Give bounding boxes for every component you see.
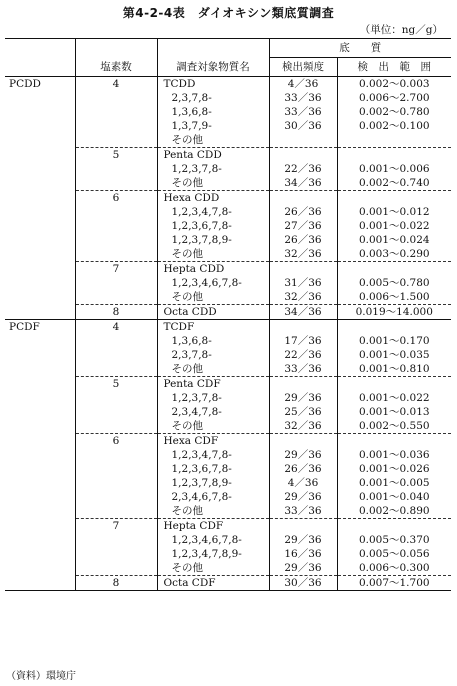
substance-cell: 1,2,3,7,8-: [157, 162, 269, 176]
detection-frequency-cell: [269, 434, 337, 449]
detection-range-cell: [337, 133, 451, 148]
detection-frequency-cell: 33／36: [269, 91, 337, 105]
detection-frequency-cell: 33／36: [269, 105, 337, 119]
substance-cell: 1,2,3,7,8-: [157, 391, 269, 405]
detection-range-cell: 0.006～0.300: [337, 561, 451, 576]
detection-frequency-cell: [269, 377, 337, 392]
detection-frequency-cell: 33／36: [269, 362, 337, 377]
detection-range-cell: 0.005～0.056: [337, 547, 451, 561]
unit-label: （単位：ng／g）: [359, 24, 443, 36]
detection-range-cell: 0.005～0.780: [337, 276, 451, 290]
detection-frequency-cell: 29／36: [269, 533, 337, 547]
substance-cell: その他: [157, 419, 269, 434]
detection-range-cell: 0.002～0.550: [337, 419, 451, 434]
table-body: [5, 77, 451, 591]
detection-range-cell: 0.001～0.035: [337, 348, 451, 362]
detection-frequency-cell: 29／36: [269, 448, 337, 462]
substance-cell: Hexa CDF: [157, 434, 269, 449]
detection-frequency-cell: 34／36: [269, 305, 337, 320]
detection-frequency-cell: 30／36: [269, 576, 337, 591]
detection-frequency-cell: 26／36: [269, 462, 337, 476]
detection-frequency-cell: 4／36: [269, 77, 337, 92]
detection-frequency-cell: 29／36: [269, 490, 337, 504]
detection-range-cell: 0.001～0.036: [337, 448, 451, 462]
substance-cell: 1,2,3,6,7,8-: [157, 219, 269, 233]
substance-cell: 1,2,3,4,6,7,8-: [157, 533, 269, 547]
detection-range-cell: 0.001～0.810: [337, 362, 451, 377]
detection-frequency-cell: [269, 148, 337, 163]
detection-range-cell: 0.003～0.290: [337, 247, 451, 262]
substance-cell: その他: [157, 176, 269, 191]
substance-cell: 1,2,3,4,6,7,8-: [157, 276, 269, 290]
detection-frequency-cell: 29／36: [269, 391, 337, 405]
class-label: PCDF: [5, 320, 75, 591]
detection-range-cell: [337, 434, 451, 449]
chlorine-count-cell: 4: [75, 77, 157, 148]
chlorine-count-cell: 6: [75, 434, 157, 519]
detection-range-cell: [337, 320, 451, 335]
detection-frequency-cell: [269, 519, 337, 534]
detection-frequency-cell: 31／36: [269, 276, 337, 290]
substance-cell: TCDF: [157, 320, 269, 335]
substance-cell: 1,2,3,7,8,9-: [157, 476, 269, 490]
header-detection-frequency: 検出頻度: [269, 58, 337, 77]
substance-cell: その他: [157, 290, 269, 305]
sediment-survey-table: [5, 38, 451, 591]
detection-range-cell: 0.001～0.006: [337, 162, 451, 176]
detection-frequency-cell: 26／36: [269, 205, 337, 219]
substance-cell: 1,2,3,4,7,8-: [157, 205, 269, 219]
table-title: 第4-2-4表 ダイオキシン類底質調査: [122, 6, 335, 20]
detection-frequency-cell: 26／36: [269, 233, 337, 247]
detection-frequency-cell: 16／36: [269, 547, 337, 561]
substance-cell: 1,3,6,8-: [157, 105, 269, 119]
header-detection-range: 検 出 範 囲: [337, 58, 451, 77]
detection-range-cell: [337, 262, 451, 277]
detection-range-cell: [337, 519, 451, 534]
chlorine-count-cell: 8: [75, 305, 157, 320]
detection-range-cell: 0.001～0.022: [337, 391, 451, 405]
detection-frequency-cell: 27／36: [269, 219, 337, 233]
detection-range-cell: 0.002～0.100: [337, 119, 451, 133]
header-sediment: 底 質: [269, 39, 451, 58]
substance-cell: 1,2,3,6,7,8-: [157, 462, 269, 476]
substance-cell: 1,2,3,4,7,8-: [157, 448, 269, 462]
chlorine-count-cell: 4: [75, 320, 157, 377]
detection-frequency-cell: [269, 262, 337, 277]
detection-frequency-cell: 32／36: [269, 290, 337, 305]
chlorine-count-cell: 8: [75, 576, 157, 591]
detection-range-cell: 0.001～0.012: [337, 205, 451, 219]
detection-frequency-cell: [269, 191, 337, 206]
substance-cell: Hexa CDD: [157, 191, 269, 206]
detection-range-cell: 0.002～0.003: [337, 77, 451, 92]
detection-range-cell: [337, 191, 451, 206]
detection-frequency-cell: 22／36: [269, 348, 337, 362]
detection-range-cell: 0.001～0.005: [337, 476, 451, 490]
chlorine-count-cell: 6: [75, 191, 157, 262]
detection-frequency-cell: 29／36: [269, 561, 337, 576]
source-note: （資料）環境庁: [6, 671, 76, 682]
substance-cell: 2,3,4,7,8-: [157, 405, 269, 419]
detection-range-cell: 0.001～0.026: [337, 462, 451, 476]
substance-cell: Octa CDD: [157, 305, 269, 320]
detection-range-cell: 0.002～0.780: [337, 105, 451, 119]
substance-cell: その他: [157, 362, 269, 377]
detection-frequency-cell: 4／36: [269, 476, 337, 490]
detection-frequency-cell: 17／36: [269, 334, 337, 348]
chlorine-count-cell: 5: [75, 377, 157, 434]
detection-range-cell: 0.007～1.700: [337, 576, 451, 591]
substance-cell: その他: [157, 133, 269, 148]
substance-cell: Octa CDF: [157, 576, 269, 591]
table-row: [5, 320, 451, 335]
substance-cell: 1,3,6,8-: [157, 334, 269, 348]
detection-frequency-cell: [269, 133, 337, 148]
detection-range-cell: 0.001～0.170: [337, 334, 451, 348]
detection-range-cell: 0.001～0.013: [337, 405, 451, 419]
detection-frequency-cell: 34／36: [269, 176, 337, 191]
substance-cell: その他: [157, 247, 269, 262]
class-label: PCDD: [5, 77, 75, 320]
substance-cell: Hepta CDD: [157, 262, 269, 277]
detection-range-cell: 0.019～14.000: [337, 305, 451, 320]
substance-cell: Penta CDF: [157, 377, 269, 392]
chlorine-count-cell: 5: [75, 148, 157, 191]
substance-cell: 1,3,7,9-: [157, 119, 269, 133]
detection-range-cell: 0.002～0.740: [337, 176, 451, 191]
substance-cell: その他: [157, 561, 269, 576]
detection-range-cell: 0.001～0.022: [337, 219, 451, 233]
substance-cell: Penta CDD: [157, 148, 269, 163]
detection-frequency-cell: 22／36: [269, 162, 337, 176]
substance-cell: Hepta CDF: [157, 519, 269, 534]
substance-cell: 2,3,4,6,7,8-: [157, 490, 269, 504]
substance-cell: その他: [157, 504, 269, 519]
header-chlorine-count: 塩素数: [75, 58, 157, 77]
detection-range-cell: 0.001～0.024: [337, 233, 451, 247]
detection-frequency-cell: 30／36: [269, 119, 337, 133]
table-row: [5, 77, 451, 92]
detection-range-cell: 0.005～0.370: [337, 533, 451, 547]
detection-range-cell: 0.002～0.890: [337, 504, 451, 519]
detection-frequency-cell: [269, 320, 337, 335]
substance-cell: 1,2,3,4,7,8,9-: [157, 547, 269, 561]
detection-range-cell: 0.006～2.700: [337, 91, 451, 105]
substance-cell: TCDD: [157, 77, 269, 92]
detection-range-cell: 0.001～0.040: [337, 490, 451, 504]
detection-range-cell: [337, 148, 451, 163]
substance-cell: 1,2,3,7,8,9-: [157, 233, 269, 247]
substance-cell: 2,3,7,8-: [157, 348, 269, 362]
detection-frequency-cell: 25／36: [269, 405, 337, 419]
detection-frequency-cell: 32／36: [269, 247, 337, 262]
detection-range-cell: [337, 377, 451, 392]
detection-frequency-cell: 32／36: [269, 419, 337, 434]
detection-frequency-cell: 33／36: [269, 504, 337, 519]
header-substance: 調査対象物質名: [157, 58, 269, 77]
detection-range-cell: 0.006～1.500: [337, 290, 451, 305]
chlorine-count-cell: 7: [75, 519, 157, 576]
chlorine-count-cell: 7: [75, 262, 157, 305]
substance-cell: 2,3,7,8-: [157, 91, 269, 105]
